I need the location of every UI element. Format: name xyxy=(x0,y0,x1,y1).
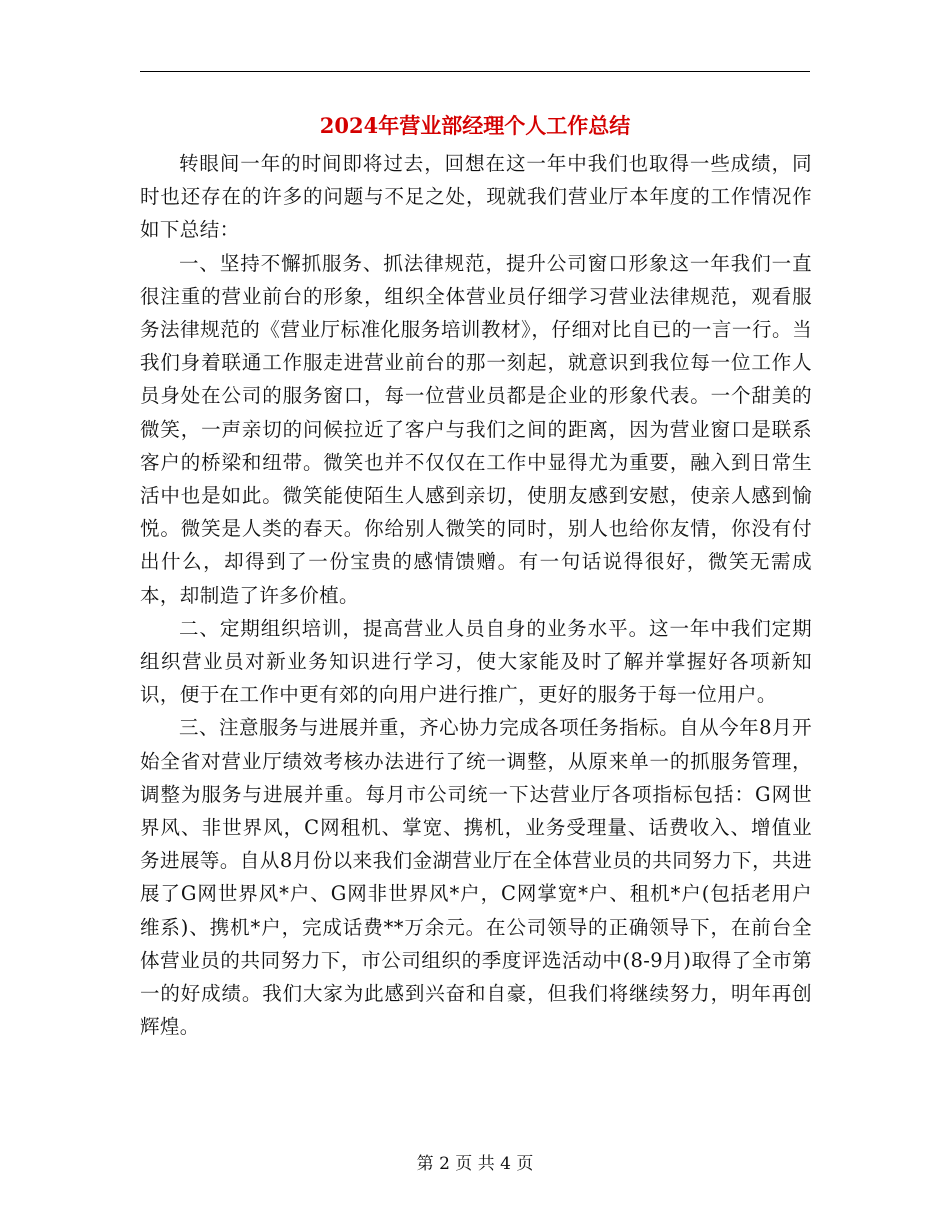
document-title: 2024年营业部经理个人工作总结 xyxy=(319,113,631,138)
header-rule xyxy=(140,71,810,72)
paragraph-section-3: 三、注意服务与进展并重，齐心协力完成各项任务指标。自从今年8月开始全省对营业厅绩效考核办法进行了统一调整，从原来单一的抓服务管理，调整为服务与进展并重。每月市公司统一下达营业厅各项指标包括：G网世界风、非世界风，C网租机、掌宽、携机，业务受理量、话费收入、增值业务进展等。自从8月份以来我们金湖营业厅在全体营业员的共同努力下，共进展了G网世界风*户、G网非世界风*户，C网掌宽*户、租机*户(包括老用户维系)、携机*户，完成话费**万余元。在公司领导的正确领导下，在前台全体营业员的共同努力下，市公司组织的季度评选活动中(8-9月)取得了全市第一的好成绩。我们大家为此感到兴奋和自豪，但我们将继续努力，明年再创辉煌。 xyxy=(140,716,812,1039)
page-number-footer: 第 2 页 共 4 页 xyxy=(416,1154,534,1174)
paragraph-section-1: 一、坚持不懈抓服务、抓法律规范，提升公司窗口形象这一年我们一直很注重的营业前台的形象，组织全体营业员仔细学习营业法律规范，观看服务法律规范的《营业厅标准化服务培训教材》，仔细对比自已的一言一行。当我们身着联通工作服走进营业前台的那一刻起，就意识到我位每一位工作人员身处在公司的服务窗口，每一位营业员都是企业的形象代表。一个甜美的微笑，一声亲切的问候拉近了客户与我们之间的距离，因为营业窗口是联系客户的桥梁和纽带。微笑也并不仅仅在工作中显得尤为重要，融入到日常生活中也是如此。微笑能使陌生人感到亲切，使朋友感到安慰，使亲人感到愉悦。微笑是人类的春天。你给别人微笑的同时，别人也给你友情，你没有付出什么，却得到了一份宝贵的感情馈赠。有一句话说得很好，微笑无需成本，却制造了许多价植。 xyxy=(140,251,812,607)
document-body xyxy=(140,147,812,1043)
paragraph-section-2: 二、定期组织培训，提高营业人员自身的业务水平。这一年中我们定期组织营业员对新业务知识进行学习，使大家能及时了解并掌握好各项新知识，便于在工作中更有郊的向用户进行推广，更好的服务于每一位用户。 xyxy=(140,616,812,707)
paragraph-intro: 转眼间一年的时间即将过去，回想在这一年中我们也取得一些成绩，同时也还存在的许多的问题与不足之处，现就我们营业厅本年度的工作情况作如下总结： xyxy=(140,152,812,242)
